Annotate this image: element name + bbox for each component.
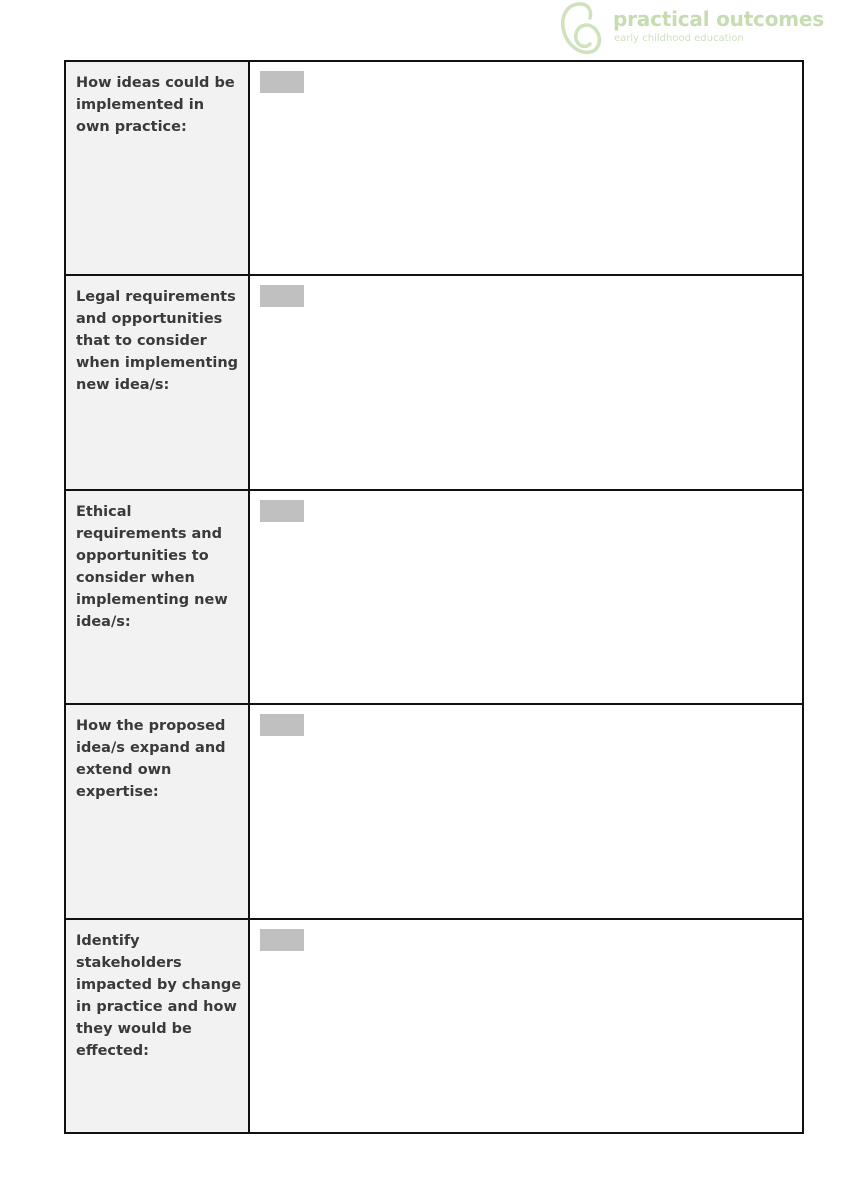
stakeholders-field[interactable] [260,929,304,951]
row-label-cell [65,61,249,275]
row-answer-cell [249,704,803,918]
row-label-cell [65,919,249,1133]
row-label: Legal requirements and opportunities that to consider when implementing new idea/s: [76,289,239,394]
table-row [65,490,803,704]
row-label: How ideas could be implemented in own practice: [76,75,235,135]
legal-requirements-field[interactable] [260,285,304,307]
logo-mark-icon [558,0,606,58]
practical-outcomes-logo [558,0,824,58]
row-label-cell [65,275,249,489]
table-row [65,919,803,1133]
practice-reflection-table [64,60,804,1134]
ethical-requirements-field[interactable] [260,500,304,522]
row-answer-cell [249,919,803,1133]
implementation-ideas-field[interactable] [260,71,304,93]
row-answer-cell [249,61,803,275]
table-row [65,61,803,275]
expertise-expansion-field[interactable] [260,714,304,736]
row-answer-cell [249,490,803,704]
logo-title: practical outcomes [613,7,824,31]
row-label-cell [65,490,249,704]
row-answer-cell [249,275,803,489]
row-label-cell [65,704,249,918]
row-label: How the proposed idea/s expand and extend own expertise: [76,718,226,801]
table-row [65,704,803,918]
row-label: Ethical requirements and opportunities to consider when implementing new idea/s: [76,503,228,630]
row-label: Identify stakeholders impacted by change in practice and how they would be effected: [76,932,242,1059]
table-row [65,275,803,489]
logo-subtitle: early childhood education [614,33,744,44]
